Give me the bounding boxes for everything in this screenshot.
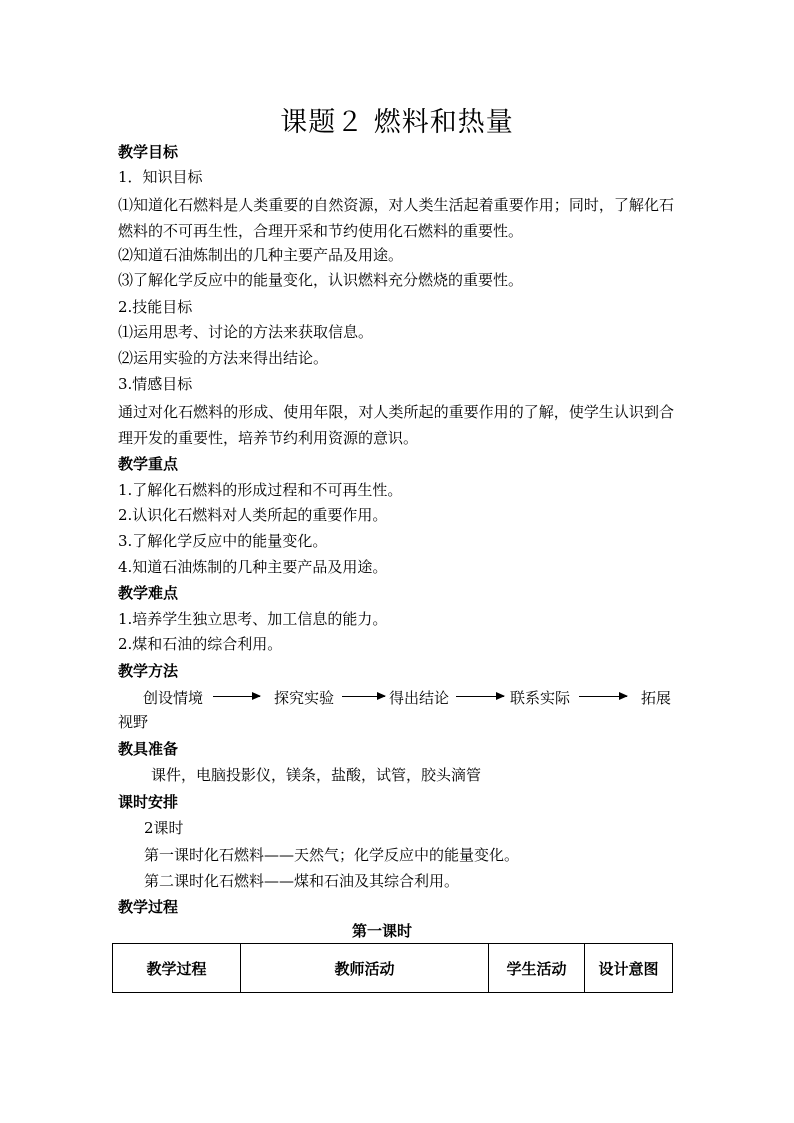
table-header-cell: 学生活动 bbox=[489, 944, 585, 993]
tools-heading: 教具准备 bbox=[118, 740, 179, 758]
method-flow bbox=[118, 685, 678, 725]
key-point-item: 2.认识化石燃料对人类所起的重要作用。 bbox=[118, 506, 388, 524]
knowledge-item: ⑴知道化石燃料是人类重要的自然资源，对人类生活起着重要作用；同时，了解化石燃料的不可再生性，合理开采和节约使用化石燃料的重要性。 bbox=[118, 196, 674, 240]
method-heading: 教学方法 bbox=[118, 662, 179, 680]
key-point-item: 4.知道石油炼制的几种主要产品及用途。 bbox=[118, 558, 388, 576]
method-step: 得出结论 bbox=[389, 689, 450, 707]
arrow-right-icon bbox=[456, 696, 504, 697]
table-header-row bbox=[113, 944, 673, 993]
difficulties-heading: 教学难点 bbox=[118, 584, 179, 602]
arrow-right-icon bbox=[342, 696, 385, 697]
schedule-lesson: 第一课时化石燃料——天然气；化学反应中的能量变化。 bbox=[144, 846, 520, 864]
key-points-heading: 教学重点 bbox=[118, 455, 179, 473]
emotion-text: 通过对化石燃料的形成、使用年限，对人类所起的重要作用的了解，使学生认识到合理开发的重要性，培养节约利用资源的意识。 bbox=[118, 403, 674, 447]
method-continuation: 视野 bbox=[118, 713, 149, 731]
method-step: 拓展 bbox=[641, 689, 672, 707]
arrow-right-icon bbox=[213, 696, 260, 697]
key-point-item: 1.了解化石燃料的形成过程和不可再生性。 bbox=[118, 481, 403, 499]
knowledge-heading: 1．知识目标 bbox=[118, 168, 203, 186]
skill-heading: 2.技能目标 bbox=[118, 298, 193, 316]
skill-item: ⑵运用实验的方法来得出结论。 bbox=[118, 349, 329, 367]
schedule-heading: 课时安排 bbox=[118, 793, 179, 811]
process-table bbox=[112, 943, 673, 993]
method-step: 联系实际 bbox=[510, 689, 571, 707]
method-step: 创设情境 bbox=[143, 689, 204, 707]
schedule-lesson: 第二课时化石燃料——煤和石油及其综合利用。 bbox=[144, 872, 460, 890]
skill-item: ⑴运用思考、讨论的方法来获取信息。 bbox=[118, 323, 374, 341]
schedule-count: 2课时 bbox=[144, 819, 184, 837]
process-heading: 教学过程 bbox=[118, 898, 179, 916]
page-title: 课题２ 燃料和热量 bbox=[280, 107, 514, 138]
objectives-heading: 教学目标 bbox=[118, 143, 179, 161]
emotion-heading: 3.情感目标 bbox=[118, 375, 193, 393]
knowledge-item: ⑶了解化学反应中的能量变化，认识燃料充分燃烧的重要性。 bbox=[118, 271, 524, 289]
tools-text: 课件，电脑投影仪，镁条，盐酸，试管，胶头滴管 bbox=[151, 766, 482, 784]
table-header-cell: 设计意图 bbox=[585, 944, 673, 993]
arrow-right-icon bbox=[579, 696, 627, 697]
difficulty-item: 1.培养学生独立思考、加工信息的能力。 bbox=[118, 610, 388, 628]
difficulty-item: 2.煤和石油的综合利用。 bbox=[118, 635, 283, 653]
key-point-item: 3.了解化学反应中的能量变化。 bbox=[118, 532, 328, 550]
method-step: 探究实验 bbox=[274, 689, 335, 707]
knowledge-item: ⑵知道石油炼制出的几种主要产品及用途。 bbox=[118, 246, 404, 264]
lesson-title: 第一课时 bbox=[352, 922, 413, 940]
table-header-cell: 教学过程 bbox=[113, 944, 241, 993]
table-header-cell: 教师活动 bbox=[241, 944, 489, 993]
